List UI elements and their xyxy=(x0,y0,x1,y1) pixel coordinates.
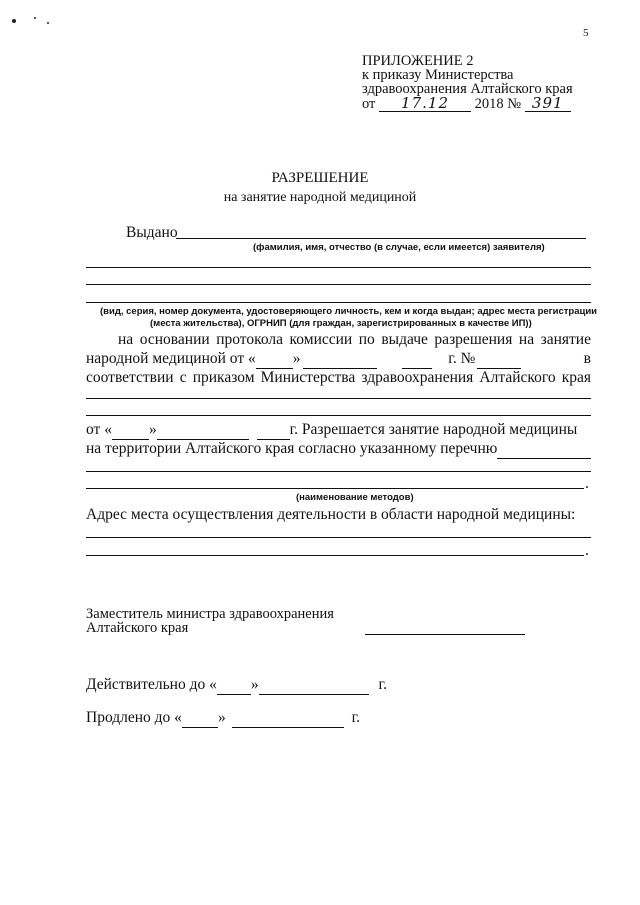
signatory-title: Заместитель министра здравоохранения xyxy=(86,606,334,622)
protocol-number-field[interactable] xyxy=(477,350,521,369)
order-permission-text: г. Разрешается занятие народной медицины xyxy=(289,421,578,438)
signatory-region: Алтайского края xyxy=(86,620,189,636)
valid-until-day-field[interactable] xyxy=(217,676,251,695)
protocol-number-label: г. № xyxy=(448,350,476,367)
annex-from-label: от xyxy=(362,96,376,112)
valid-until-label: Действительно до « xyxy=(86,676,217,693)
annex-order-ref: к приказу Министерства xyxy=(362,67,514,83)
extended-until-day-field[interactable] xyxy=(182,709,218,728)
methods-caption: (наименование методов) xyxy=(296,492,414,503)
methods-period: . xyxy=(585,475,589,492)
valid-until-line xyxy=(86,676,387,695)
methods-line-2[interactable] xyxy=(86,488,584,489)
order-details-line-2[interactable] xyxy=(86,415,591,416)
address-line-2[interactable] xyxy=(86,555,584,556)
signature-line[interactable] xyxy=(365,634,525,635)
extended-until-month-field[interactable] xyxy=(232,709,344,728)
document-subtitle: на занятие народной медициной xyxy=(223,190,417,205)
scan-speck xyxy=(12,19,16,23)
issued-label: Выдано xyxy=(126,224,178,241)
order-year-field[interactable] xyxy=(257,421,290,440)
order-details-line-1[interactable] xyxy=(86,398,591,399)
applicant-name-field[interactable] xyxy=(176,238,586,239)
page-number: 5 xyxy=(583,27,589,39)
document-caption-1: (вид, серия, номер документа, удостоверяющего личность, кем и когда выдан; адрес места регистрации xyxy=(100,306,598,317)
annex-year: 2018 № xyxy=(474,96,522,112)
scan-speck xyxy=(34,17,36,19)
valid-until-month-field[interactable] xyxy=(259,676,369,695)
document-info-line-1[interactable] xyxy=(86,267,591,268)
annex-title: ПРИЛОЖЕНИЕ 2 xyxy=(362,53,474,69)
protocol-day-field[interactable] xyxy=(256,350,293,369)
basis-in-word: в xyxy=(583,350,591,367)
basis-from-label: народной медициной от « xyxy=(86,350,256,367)
order-line-1 xyxy=(86,421,591,440)
basis-line-1: на основании протокола комиссии по выдаче разрешения на занятие xyxy=(118,331,591,348)
extended-until-quote-close: » xyxy=(217,709,226,726)
order-month-field[interactable] xyxy=(157,421,249,440)
extended-until-label: Продлено до « xyxy=(86,709,182,726)
order-quote-close: » xyxy=(148,421,157,438)
annex-date-handwritten: 17.12 xyxy=(401,94,449,112)
signatory-block xyxy=(86,607,334,635)
protocol-month-field[interactable] xyxy=(303,350,377,369)
annex-number-handwritten: 391 xyxy=(531,94,564,112)
protocol-year-field[interactable] xyxy=(402,350,432,369)
applicant-caption: (фамилия, имя, отчество (в случае, если имеется) заявителя) xyxy=(253,242,545,253)
annex-number-field xyxy=(525,96,571,112)
extended-until-suffix: г. xyxy=(351,709,361,726)
basis-line-3: соответствии с приказом Министерства здравоохранения Алтайского края xyxy=(86,369,591,386)
address-period: . xyxy=(585,542,589,559)
annex-date-line xyxy=(362,96,573,112)
annex-ministry: здравоохранения Алтайского края xyxy=(362,81,573,97)
scan-speck xyxy=(47,22,49,24)
annex-date-field xyxy=(379,96,471,112)
document-caption-2: (места жительства), ОГРНИП (для граждан, зарегистрированных в качестве ИП)) xyxy=(150,318,532,329)
document-info-line-2[interactable] xyxy=(86,284,591,285)
valid-until-quote-close: » xyxy=(250,676,259,693)
order-line-2 xyxy=(86,440,591,459)
methods-field-inline[interactable] xyxy=(497,440,591,459)
valid-until-suffix: г. xyxy=(378,676,387,693)
basis-quote-close: » xyxy=(292,350,301,367)
document-title: РАЗРЕШЕНИЕ xyxy=(271,170,369,186)
order-from-label: от « xyxy=(86,421,112,438)
extended-until-line xyxy=(86,709,360,728)
address-line-1[interactable] xyxy=(86,537,591,538)
annex-block xyxy=(362,54,573,112)
address-label: Адрес места осуществления деятельности в области народной медицины: xyxy=(86,506,576,523)
order-day-field[interactable] xyxy=(112,421,149,440)
basis-line-2 xyxy=(86,350,591,369)
territory-text: на территории Алтайского края согласно указанному перечню xyxy=(86,440,498,457)
document-info-line-3[interactable] xyxy=(86,302,591,303)
methods-line-1[interactable] xyxy=(86,471,591,472)
